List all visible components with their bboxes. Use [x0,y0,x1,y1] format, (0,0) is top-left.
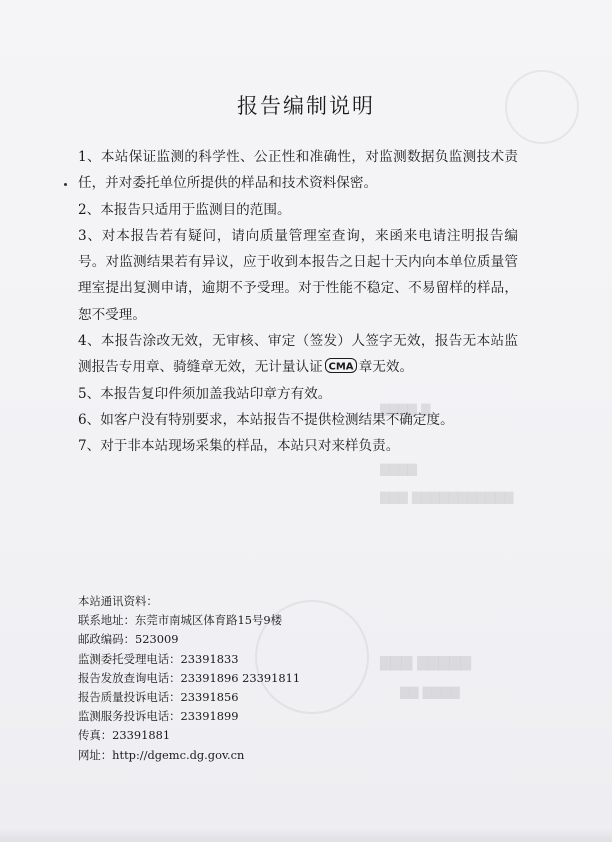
page-edge-shadow [0,828,612,842]
contact-phone-report-query: 报告发放查询电话：23391896 23391811 [78,670,301,685]
page-title: 报告编制说明 [237,94,375,118]
contact-address: 联系地址：东莞市南城区体育路15号9楼 [78,613,282,628]
rule-item: 2、本报告只适用于监测目的范围。 [78,201,291,218]
contact-phone-quality-complaint: 报告质量投诉电话：23391856 [78,690,239,705]
rule-item-4 [78,328,518,381]
bleed-through-text: ▇▇▇▇ [380,462,417,476]
contact-info [78,592,300,765]
cma-mark-text: CMA [328,361,354,373]
rule-item: 5、本报告复印件须加盖我站印章方有效。 [78,385,332,402]
cma-mark-icon [325,358,357,373]
stray-mark [64,183,67,186]
contact-fax: 传真：23391881 [78,728,171,743]
rule-4-text: 4、本报告涂改无效，无审核、审定（签发）人签字无效，报告无本站监测报告专用章、骑缝章无效，无计量认证 [78,333,518,376]
bleed-through-text: ▇▇▇ ▇▇▇▇▇ [380,655,472,671]
rules-list [78,144,518,460]
rule-item: 7、对于非本站现场采集的样品，本站只对来样负责。 [78,438,400,455]
bleed-through-text: ▇▇ ▇▇▇▇ [400,685,460,699]
contact-phone-commission: 监测委托受理电话：23391833 [78,651,239,666]
rule-item: 3、对本报告若有疑问，请向质量管理室查询，来函来电请注明报告编号。对监测结果若有异议，应于收到本报告之日起十天内向本单位质量管理室提出复测申请，逾期不予受理。对于性能不稳定、不易留样的样品，恕不受理。 [78,227,518,323]
bleed-through-text: ▇▇▇ ▇▇▇▇▇▇▇▇▇▇▇ [380,490,514,504]
bleed-through-text: ▇▇▇▇ ▇ [380,402,431,416]
contact-website: 网址：http://dgemc.dg.gov.cn [78,747,245,762]
contact-phone-service-complaint: 监测服务投诉电话：23391899 [78,709,239,724]
contact-postcode: 邮政编码：523009 [78,632,179,647]
rule-4-tail: 章无效。 [358,359,414,376]
contact-heading: 本站通讯资料： [78,594,158,608]
rule-item: 6、如客户没有特别要求，本站报告不提供检测结果不确定度。 [78,411,454,428]
rule-item: 1、本站保证监测的科学性、公正性和准确性，对监测数据负监测技术责任，并对委托单位所提供的样品和技术资料保密。 [78,149,518,192]
